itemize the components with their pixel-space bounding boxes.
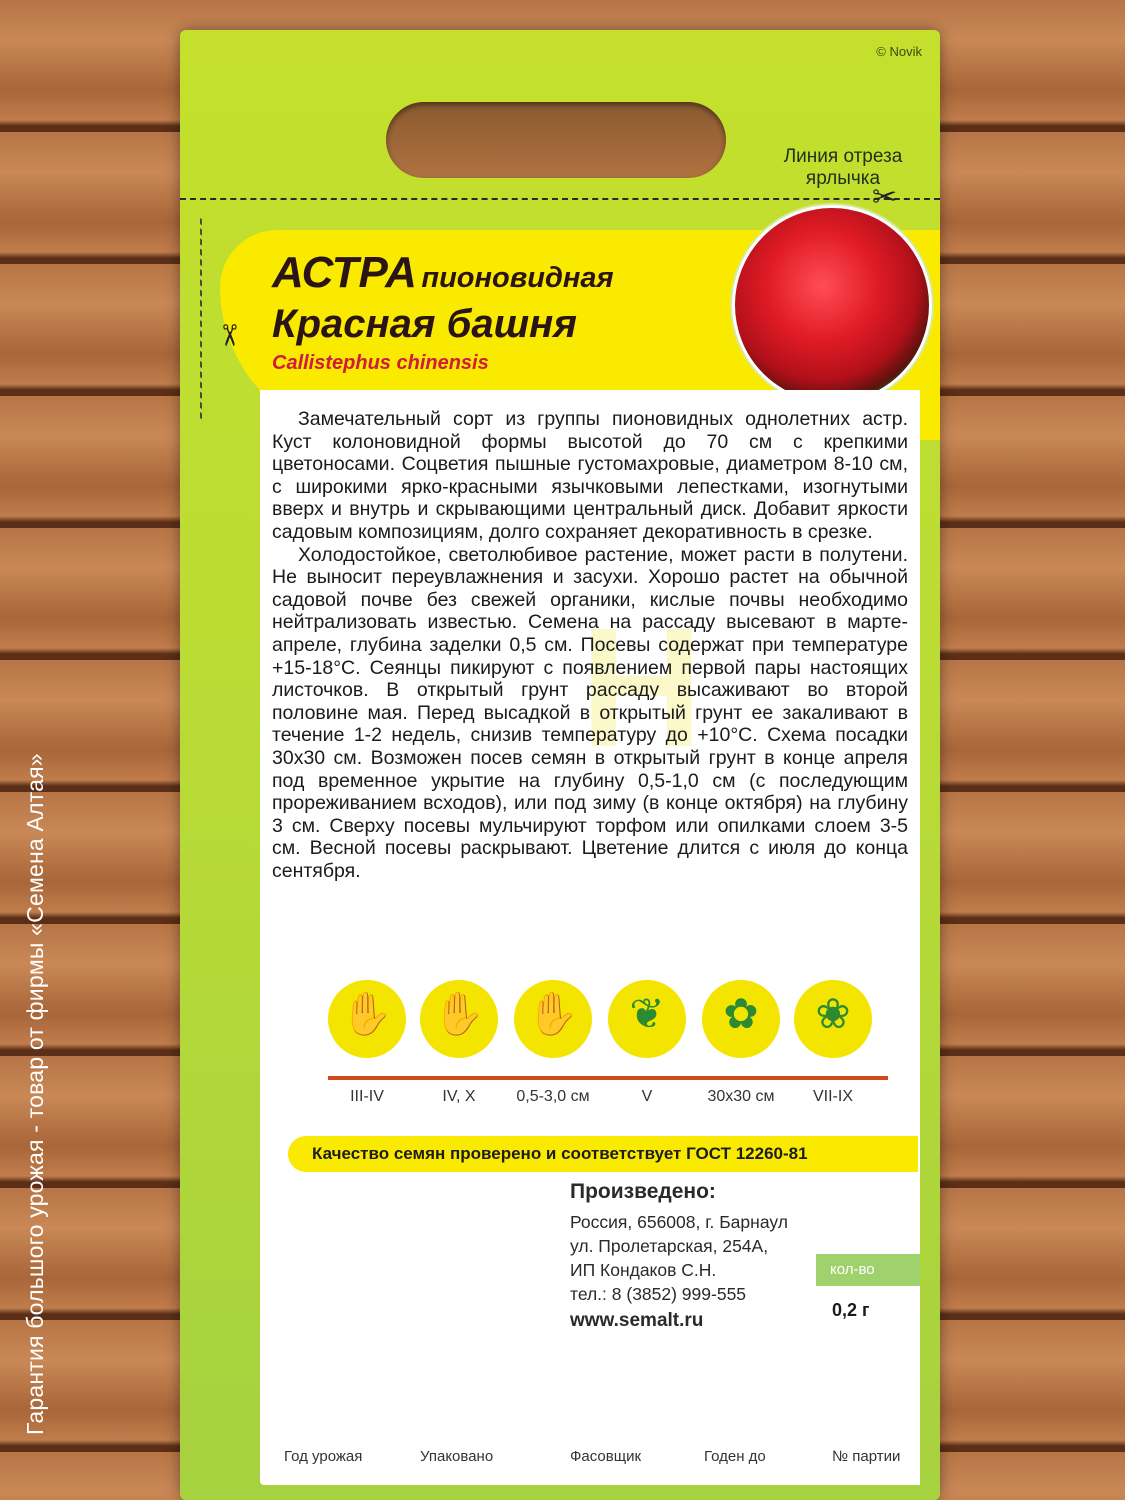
quantity-value: 0,2 г: [832, 1300, 870, 1320]
description: [272, 408, 908, 882]
producer-line: Россия, 656008, г. Барнаул: [570, 1212, 788, 1232]
product-type: пионовидная: [421, 262, 614, 294]
icon-label: VII-IX: [812, 1088, 853, 1105]
icon-label: IV, X: [442, 1088, 476, 1105]
product-name: АСТРА: [272, 248, 417, 297]
sowing-pot-icon: ✋: [328, 980, 406, 1058]
latin-name: Callistephus chinensis: [272, 352, 489, 374]
producer-line: ул. Пролетарская, 254А,: [570, 1236, 769, 1256]
product-title: [272, 248, 614, 298]
product-variety: Красная башня: [272, 302, 577, 346]
icon-label: 30х30 см: [707, 1088, 775, 1105]
copyright-text: © Novik: [876, 44, 922, 59]
footer-fields: [260, 1448, 920, 1474]
producer-info: [570, 1180, 788, 1332]
side-guarantee-text: Гарантия большого урожая - товар от фирмы «Семена Алтая»: [22, 753, 48, 1435]
planting-seedling-icon: ❦: [608, 980, 686, 1058]
description-paragraph: Холодостойкое, светолюбивое растение, может расти в полутени. Не выносит переувлажнения и засухи. Хорошо растет на обычной садовой почве без свежей органики, кислые почвы необходимо нейтрализовать известью. Семена на рассаду высевают в марте-апреле, глубина заделки 0,5 см. Посевы содержат при температуре +15-18°С. Сеянцы пикируют с появлением первой пары настоящих листочков. В открытый грунт рассаду высаживают во второй половине мая. Перед высадкой в открытый грунт ее закаливают в течение 1-2 недель, снизив температуру до +10°С. Схема посадки 30х30 см. Возможен посев семян в открытый грунт в конце апреля под временное укрытие на глубину 0,5-1,0 см (с последующим прореживанием всходов), или под зиму (в конце октября) на глубину 3 см. Сверху посевы мульчируют торфом или опилками слоем 3-5 см. Весной посевы раскрывают. Цветение длится с июля до конца сентября.: [272, 543, 908, 882]
scissors-icon: ✂: [872, 181, 898, 214]
seed-packet: [180, 30, 940, 1500]
sowing-ground-icon: ✋: [420, 980, 498, 1058]
flowering-icon: ❀: [794, 980, 872, 1058]
sowing-depth-icon: ✋: [514, 980, 592, 1058]
producer-title: Произведено:: [570, 1180, 716, 1203]
producer-line: тел.: 8 (3852) 999-555: [570, 1284, 747, 1304]
quantity-label: кол-во: [816, 1254, 920, 1286]
hang-hole: [386, 102, 726, 178]
growing-icons-strip: [328, 980, 888, 1105]
description-paragraph: Замечательный сорт из группы пионовидных однолетних астр. Куст колоновидной формы высотой до 70 см с крепкими цветоносами. Соцветия пышные густомахровые, диаметром 8-10 см, с широкими ярко-красными язычковыми лепестками, изогнутыми вверх и внутрь и скрывающими центральный диск. Добавит яркости садовым композициям, долго сохраняет декоративность в срезке.: [272, 408, 908, 543]
gost-quality-note: Качество семян проверено и соответствует ГОСТ 12260-81: [288, 1136, 918, 1172]
producer-website: www.semalt.ru: [570, 1310, 704, 1331]
cut-line: [180, 198, 940, 200]
quantity-box: [816, 1254, 920, 1350]
icon-label: III-IV: [350, 1088, 384, 1105]
icon-label: 0,5-3,0 см: [516, 1088, 590, 1105]
icons-divider: [328, 1076, 888, 1080]
footer-best-before: Годен до: [704, 1448, 766, 1465]
footer-packer: Фасовщик: [570, 1448, 642, 1465]
spacing-icon: ✿: [702, 980, 780, 1058]
producer-line: ИП Кондаков С.Н.: [570, 1260, 717, 1280]
footer-packed: Упаковано: [420, 1448, 494, 1465]
watermark-logo: Н: [580, 593, 703, 783]
cut-line-caption: Линия отреза ярлычка: [783, 146, 903, 189]
aster-flower-photo: [732, 205, 932, 405]
footer-batch: № партии: [832, 1448, 901, 1465]
scissors-icon: ✂: [212, 322, 246, 349]
icon-label: V: [641, 1088, 653, 1105]
footer-harvest-year: Год урожая: [284, 1448, 363, 1465]
